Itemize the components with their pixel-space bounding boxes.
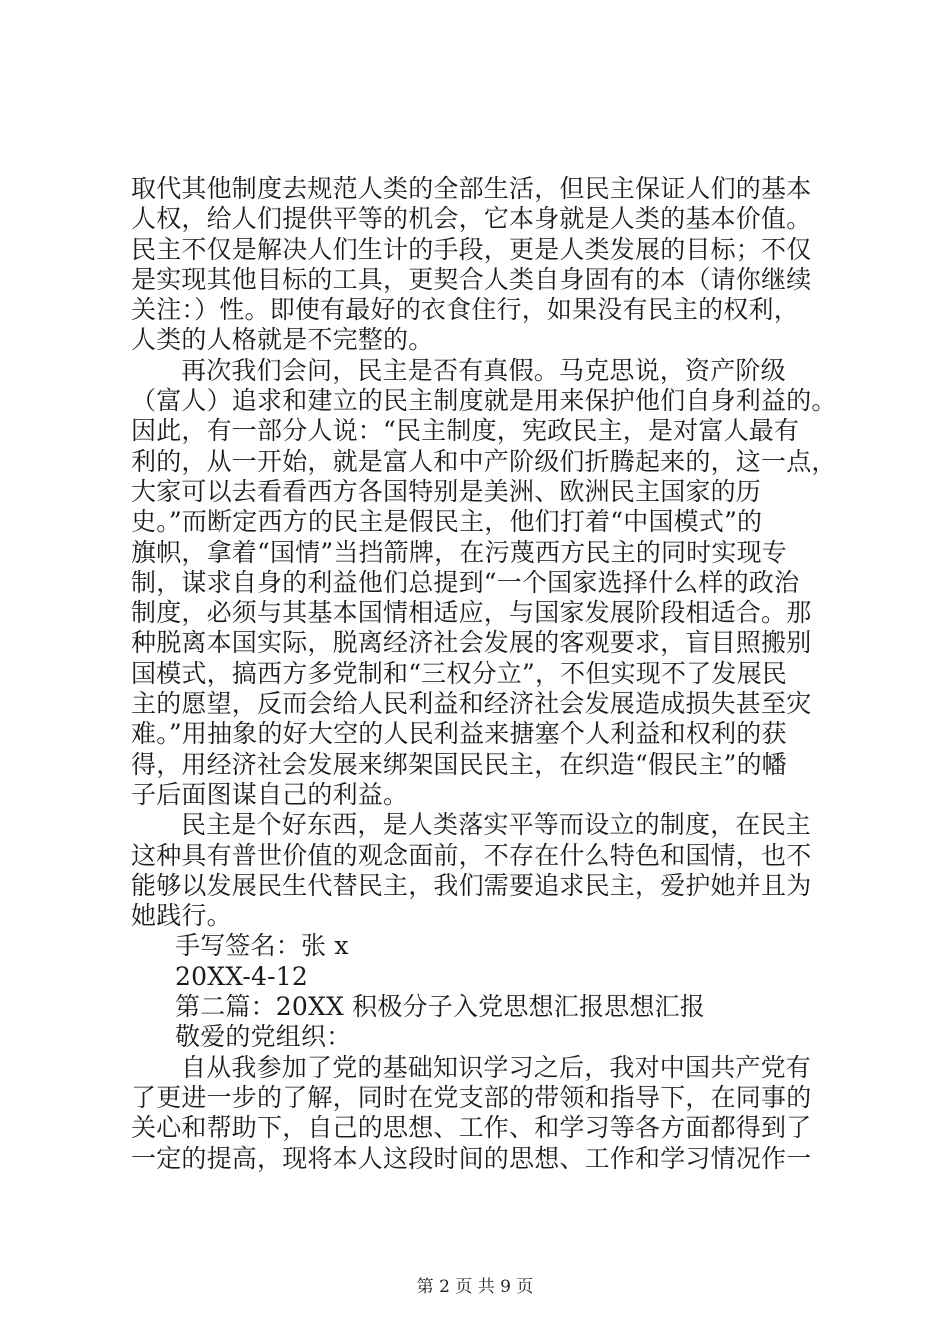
text-line: 能够以发展民生代替民主，我们需要追求民主，爱护她并且为	[131, 870, 812, 900]
text-line: 是实现其他目标的工具，更契合人类自身固有的本（请你继续	[131, 264, 812, 294]
text-line: 人类的人格就是不完整的。	[131, 325, 434, 355]
text-line: 大家可以去看看西方各国特别是美洲、欧洲民主国家的历	[131, 476, 762, 506]
text-line: 得，用经济社会发展来绑架国民民主，在织造“假民主”的幡	[131, 749, 787, 779]
text-line: 关心和帮助下，自己的思想、工作、和学习等各方面都得到了	[131, 1113, 812, 1143]
text-line: 种脱离本国实际，脱离经济社会发展的客观要求，盲目照搬别	[131, 628, 812, 658]
text-line: 关注：）性。即使有最好的衣食住行，如果没有民主的权利，	[131, 295, 799, 325]
text-line: 子后面图谋自己的利益。	[131, 779, 409, 809]
text-line: 20XX-4-12	[175, 961, 308, 991]
text-line: 这种具有普世价值的观念面前，不存在什么特色和国情，也不	[131, 840, 812, 870]
text-line: 国模式，搞西方多党制和“三权分立”，不但实现不了发展民	[131, 658, 787, 688]
text-line: 制，谋求自身的利益他们总提到“一个国家选择什么样的政治	[131, 567, 800, 597]
text-line: 旗帜，拿着“国情”当挡箭牌，在污蔑西方民主的同时实现专	[131, 537, 787, 567]
text-line: 难。”用抽象的好大空的人民利益来搪塞个人利益和权利的获	[131, 719, 787, 749]
text-line: 主的愿望，反而会给人民利益和经济社会发展造成损失甚至灾	[131, 689, 812, 719]
text-line: 自从我参加了党的基础知识学习之后，我对中国共产党有	[181, 1052, 812, 1082]
page-footer: 第 2 页 共 9 页	[416, 1277, 534, 1297]
text-line: 一定的提高，现将本人这段时间的思想、工作和学习情况作一	[131, 1143, 812, 1173]
text-line: 利的，从一开始，就是富人和中产阶级们折腾起来的，这一点，	[131, 446, 837, 476]
text-line: 敬爱的党组织：	[175, 1022, 352, 1052]
text-line: 她践行。	[131, 901, 232, 931]
text-line: （富人）追求和建立的民主制度就是用来保护他们自身利益的。	[131, 386, 837, 416]
text-line: 第二篇：20XX 积极分子入党思想汇报思想汇报	[175, 992, 705, 1022]
text-line: 手写签名：张 x	[175, 931, 349, 961]
text-line: 再次我们会问，民主是否有真假。马克思说，资产阶级	[181, 355, 786, 385]
text-line: 因此，有一部分人说：“民主制度，宪政民主，是对富人最有	[131, 416, 800, 446]
text-line: 史。”而断定西方的民主是假民主，他们打着“中国模式”的	[131, 507, 763, 537]
text-line: 制度，必须与其基本国情相适应，与国家发展阶段相适合。那	[131, 598, 812, 628]
text-line: 了更进一步的了解，同时在党支部的带领和指导下，在同事的	[131, 1082, 812, 1112]
text-line: 取代其他制度去规范人类的全部生活，但民主保证人们的基本	[131, 174, 812, 203]
text-line: 民主不仅是解决人们生计的手段，更是人类发展的目标；不仅	[131, 234, 812, 264]
text-line: 人权，给人们提供平等的机会，它本身就是人类的基本价值。	[131, 204, 812, 234]
document-body	[131, 174, 851, 1174]
text-line: 民主是个好东西，是人类落实平等而设立的制度，在民主	[181, 810, 812, 840]
